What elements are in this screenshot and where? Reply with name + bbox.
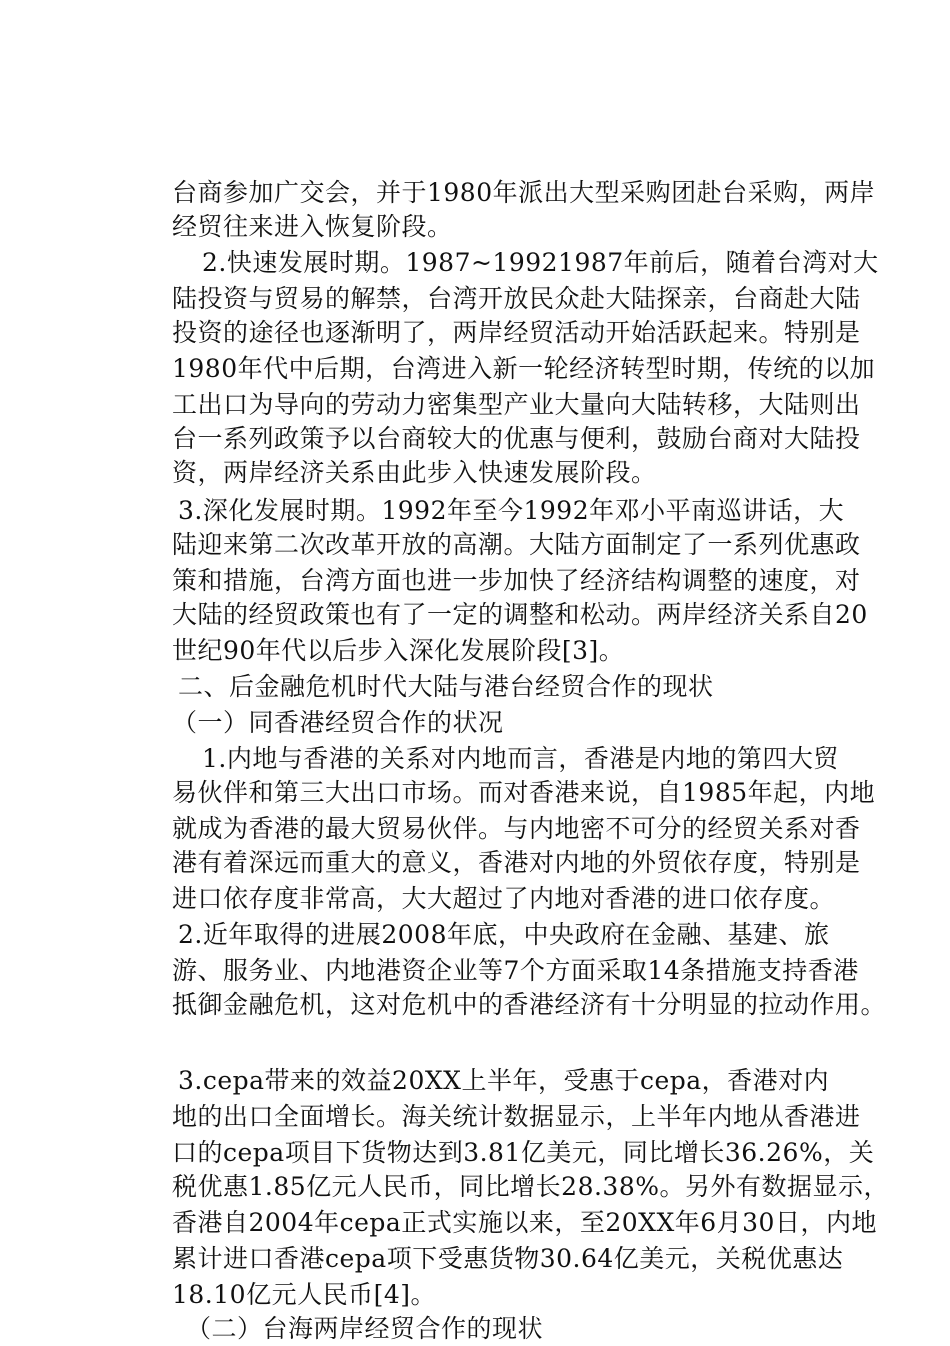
- text-line: 资，两岸经济关系由此步入快速发展阶段。: [172, 458, 657, 487]
- text-line: 台一系列政策予以台商较大的优惠与便利，鼓励台商对大陆投: [172, 424, 861, 453]
- text-line: 进口依存度非常高，大大超过了内地对香港的进口依存度。: [172, 884, 836, 913]
- text-line: 就成为香港的最大贸易伙伴。与内地密不可分的经贸关系对香: [172, 814, 861, 843]
- text-line: 游、服务业、内地港资企业等7个方面采取14条措施支持香港: [172, 956, 859, 985]
- text-line: 2.快速发展时期。1987~19921987年前后，随着台湾对大: [202, 248, 879, 277]
- text-line: 策和措施，台湾方面也进一步加快了经济结构调整的速度，对: [172, 566, 861, 595]
- text-line: 工出口为导向的劳动力密集型产业大量向大陆转移，大陆则出: [172, 390, 861, 419]
- text-line: 18.10亿元人民币[4]。: [172, 1280, 436, 1309]
- text-line: 2.近年取得的进展2008年底，中央政府在金融、基建、旅: [178, 920, 830, 949]
- text-line: 台商参加广交会，并于1980年派出大型采购团赴台采购，两岸: [172, 178, 876, 207]
- text-line: 易伙伴和第三大出口市场。而对香港来说，自1985年起，内地: [172, 778, 876, 807]
- text-line: 抵御金融危机，这对危机中的香港经济有十分明显的拉动作用。: [172, 990, 887, 1019]
- text-line: 累计进口香港cepa项下受惠货物30.64亿美元，关税优惠达: [172, 1244, 844, 1273]
- text-line: 香港自2004年cepa正式实施以来，至20XX年6月30日，内地: [172, 1208, 877, 1237]
- text-line: 大陆的经贸政策也有了一定的调整和松动。两岸经济关系自20: [172, 600, 868, 629]
- text-line: 3.cepa带来的效益20XX上半年，受惠于cepa，香港对内: [178, 1066, 830, 1095]
- text-line: 陆投资与贸易的解禁，台湾开放民众赴大陆探亲，台商赴大陆: [172, 284, 861, 313]
- text-line: 投资的途径也逐渐明了，两岸经贸活动开始活跃起来。特别是: [172, 318, 861, 347]
- text-line: 税优惠1.85亿元人民币，同比增长28.38%。另外有数据显示，: [172, 1172, 889, 1201]
- text-line: 陆迎来第二次改革开放的高潮。大陆方面制定了一系列优惠政: [172, 530, 861, 559]
- text-line: 经贸往来进入恢复阶段。: [172, 212, 453, 241]
- text-line: 世纪90年代以后步入深化发展阶段[3]。: [172, 636, 625, 665]
- text-line: 口的cepa项目下货物达到3.81亿美元，同比增长36.26%，关: [172, 1138, 875, 1167]
- text-line: 1980年代中后期，台湾进入新一轮经济转型时期，传统的以加: [172, 354, 876, 383]
- text-line: 1.内地与香港的关系对内地而言，香港是内地的第四大贸: [202, 744, 839, 773]
- text-line: 3.深化发展时期。1992年至今1992年邓小平南巡讲话，大: [178, 496, 845, 525]
- text-line: 港有着深远而重大的意义，香港对内地的外贸依存度，特别是: [172, 848, 861, 877]
- section-heading: 二、后金融危机时代大陆与港台经贸合作的现状: [178, 672, 714, 701]
- subsection-heading: （一）同香港经贸合作的状况: [172, 708, 504, 737]
- subsection-heading: （二）台海两岸经贸合作的现状: [186, 1314, 544, 1343]
- text-line: 地的出口全面增长。海关统计数据显示，上半年内地从香港进: [172, 1102, 861, 1131]
